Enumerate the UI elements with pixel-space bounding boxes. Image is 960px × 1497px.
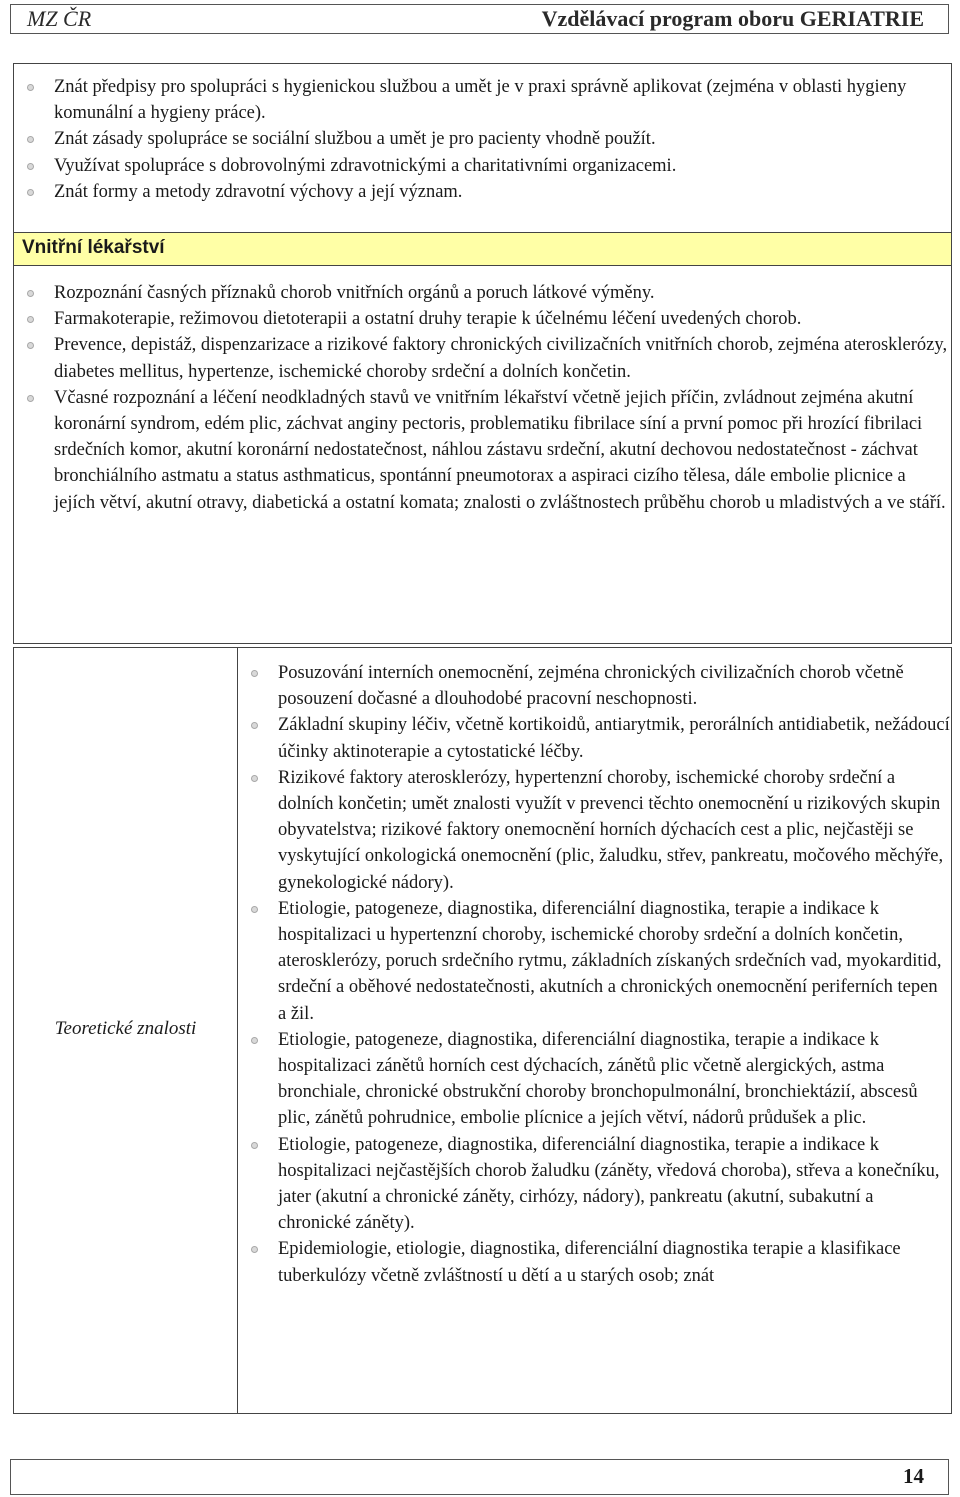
list-item: Rozpoznání časných příznaků chorob vnitřních orgánů a poruch látkové výměny. (14, 280, 949, 306)
knowledge-table (13, 647, 952, 1414)
section-heading (14, 232, 951, 266)
list-item: Včasné rozpoznání a léčení neodkladných stavů ve vnitřním lékařství včetně jejich příčin, zvládnout zejména akutní koronární syndrom, edém plic, záchvat anginy pectoris, problematiku fibrilace síní a první pomoc při hrozící fibrilaci srdečních komor, akutní koronární nedostatečnost, náhlou zástavu srdeční, akutní dechovou nedostatečnost - záchvat bronchiálního astmatu a status asthmaticus, spontánní pneumotorax a aspiraci cizího tělesa, dále embolie plicnice a jejích větví, akutní otravy, diabetická a ostatní komata; znalosti o zvláštnostech průběhu chorob u mladistvých a ve stáří. (14, 385, 949, 516)
knowledge-label-cell (14, 648, 238, 1413)
list-item: Etiologie, patogeneze, diagnostika, diferenciální diagnostika, terapie a indikace k hospitalizaci zánětů horních cest dýchacích, zánětů plic včetně alergických, astma bronchiale, chronické obstrukční choroby bronchopulmonální, bronchiektázií, abscesů plic, zánětů pohrudnice, embolie plícnice a jejích větví, nádorů průdušek a plic. (238, 1027, 950, 1132)
list-item: Farmakoterapie, režimovou dietoterapii a ostatní druhy terapie k účelnému léčení uvedených chorob. (14, 306, 949, 332)
requirements-box (13, 63, 952, 644)
page-footer (10, 1459, 949, 1495)
page-header (10, 4, 949, 34)
header-program-title: Vzdělávací program oboru GERIATRIE (541, 6, 924, 31)
knowledge-label: Teoretické znalosti (54, 1018, 197, 1039)
list-item: Posuzování interních onemocnění, zejména chronických civilizačních chorob včetně posouzení dočasné a dlouhodobé pracovní neschopnosti. (238, 660, 950, 712)
section-title: Vnitřní lékařství (22, 237, 165, 258)
header-ministry: MZ ČR (27, 6, 92, 31)
list-item: Etiologie, patogeneze, diagnostika, diferenciální diagnostika, terapie a indikace k hospitalizaci nejčastějších chorob žaludku (záněty, vředová choroba), střeva a konečníku, jater (akutní a chronické záněty, cirhózy, nádory), pankreatu (akutní, subakutní a chronické záněty). (238, 1132, 950, 1237)
list-item: Znát předpisy pro spolupráci s hygienickou službou a umět je v praxi správně aplikovat (zejména v oblasti hygieny komunální a hygieny práce). (14, 74, 949, 126)
page-number: 14 (903, 1464, 924, 1488)
list-item: Znát formy a metody zdravotní výchovy a její význam. (14, 179, 949, 205)
intro-list (14, 74, 949, 205)
knowledge-list (238, 660, 950, 1289)
list-item: Využívat spolupráce s dobrovolnými zdravotnickými a charitativními organizacemi. (14, 153, 949, 179)
internal-medicine-list (14, 280, 949, 516)
list-item: Etiologie, patogeneze, diagnostika, diferenciální diagnostika, terapie a indikace k hospitalizaci u hypertenzní choroby, ischemické choroby srdeční a dolních končetin, aterosklerózy, poruch srdečního rytmu, základních získaných srdečních vad, myokarditid, srdeční a oběhové nedostatečnosti, akutních a chronických onemocnění periferních tepen a žil. (238, 896, 950, 1027)
list-item: Epidemiologie, etiologie, diagnostika, diferenciální diagnostika terapie a klasifikace tuberkulózy včetně zvláštností u dětí a u starých osob; znát (238, 1236, 950, 1288)
list-item: Rizikové faktory aterosklerózy, hypertenzní choroby, ischemické choroby srdeční a dolních končetin; umět znalosti využít v prevenci těchto onemocnění u rizikových skupin obyvatelstva; rizikové faktory onemocnění horních dýchacích cest a plic, nejčastěji se vyskytující onkologická onemocnění (plic, žaludku, střev, pankreatu, močového měchýře, gynekologické nádory). (238, 765, 950, 896)
list-item: Základní skupiny léčiv, včetně kortikoidů, antiarytmik, perorálních antidiabetik, nežádoucí účinky aktinoterapie a cytostatické léčby. (238, 712, 950, 764)
list-item: Znát zásady spolupráce se sociální službou a umět je pro pacienty vhodně použít. (14, 126, 949, 152)
list-item: Prevence, depistáž, dispenzarizace a rizikové faktory chronických civilizačních vnitřních chorob, zejména aterosklerózy, diabetes mellitus, hypertenze, ischemické choroby srdeční a dolních končetin. (14, 332, 949, 384)
